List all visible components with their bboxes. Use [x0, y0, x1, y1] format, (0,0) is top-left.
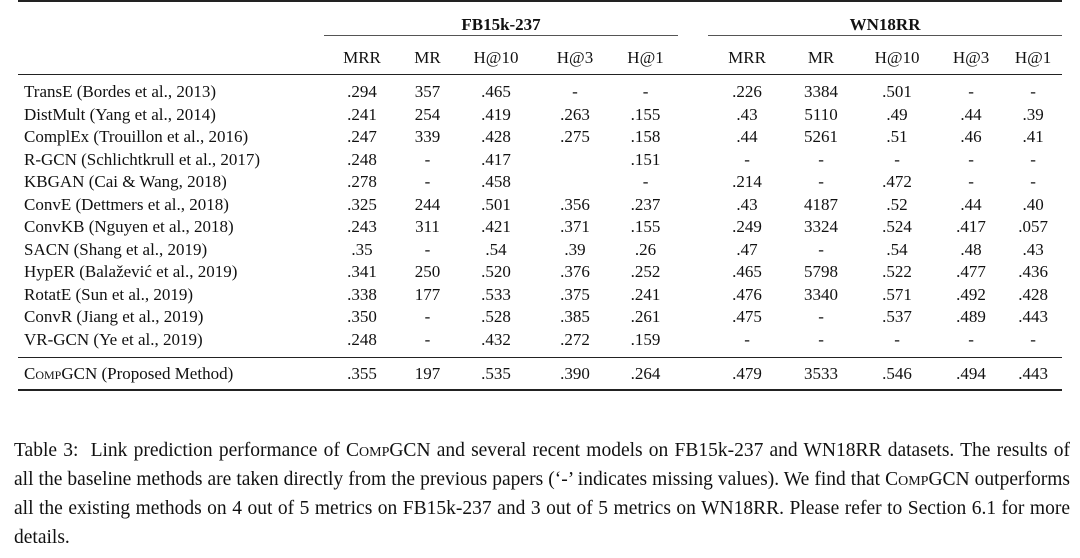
group-header-fb15k237 — [324, 1, 678, 42]
gap-cell — [678, 126, 708, 149]
gap-cell — [678, 216, 708, 239]
gap-cell — [678, 261, 708, 284]
table-row — [18, 284, 1062, 307]
value-cell: - — [424, 329, 431, 349]
value-cell: .489 — [956, 307, 986, 327]
value-cell: 244 — [414, 194, 441, 214]
metric-header-fb-hat10: H@10 — [473, 48, 519, 67]
value-cell: .275 — [560, 127, 590, 147]
value-cell: .43 — [1022, 239, 1044, 259]
value-cell: .278 — [347, 172, 377, 192]
value-cell: - — [1030, 172, 1036, 192]
value-cell: .356 — [560, 194, 590, 214]
value-cell: .249 — [732, 217, 762, 237]
value-cell: .155 — [630, 217, 661, 237]
caption-text-2: and several recent models on FB15k-237 and WN18RR datasets. The results of all the baseline methods are taken directly from the previous papers (‘-’ indicates missing values). We find that — [14, 440, 1070, 490]
gap-cell — [678, 1, 708, 42]
value-cell: .151 — [630, 149, 661, 169]
value-cell: .44 — [960, 104, 982, 124]
value-cell: .248 — [347, 149, 377, 169]
table-row — [18, 261, 1062, 284]
table-row — [18, 126, 1062, 149]
value-cell: .43 — [736, 194, 758, 214]
group-header-wn18rr — [708, 1, 1062, 42]
value-cell: .341 — [347, 262, 377, 282]
table-row — [18, 239, 1062, 262]
metric-header-wn-hat10: H@10 — [874, 48, 920, 67]
proposed-value-cell: .355 — [324, 358, 400, 391]
gap-cell — [678, 284, 708, 307]
model-name-cell: ConvE (Dettmers et al., 2018) — [24, 194, 229, 214]
value-cell: .243 — [347, 217, 377, 237]
value-cell: 3324 — [804, 217, 839, 237]
value-cell: 311 — [415, 217, 440, 237]
table-row — [18, 149, 1062, 172]
gap-cell — [678, 358, 708, 391]
model-name-cell: RotatE (Sun et al., 2019) — [24, 284, 194, 304]
caption-model-name-2: CompGCN — [885, 469, 970, 490]
value-cell: 5798 — [804, 262, 839, 282]
value-cell: - — [968, 82, 974, 102]
metric-header-fb-hat1: H@1 — [627, 48, 664, 67]
gap-cell — [678, 149, 708, 172]
model-name-cell: KBGAN (Cai & Wang, 2018) — [24, 172, 227, 192]
value-cell: - — [642, 82, 649, 102]
value-cell: .501 — [882, 82, 912, 102]
value-cell: .492 — [956, 284, 986, 304]
value-cell: 357 — [414, 82, 441, 102]
value-cell: .26 — [634, 239, 657, 259]
value-cell: .214 — [732, 172, 762, 192]
caption-text-3: outperforms all the existing methods on 4 out of 5 metrics on FB15k-237 and 3 out of 5 metrics on WN18RR. Please refer to Section 6.1 for more details. — [14, 469, 1070, 548]
value-cell: .458 — [481, 172, 511, 192]
proposed-value-cell: 197 — [400, 358, 455, 391]
model-name-cell: HypER (Balažević et al., 2019) — [24, 262, 238, 282]
value-cell: .39 — [1022, 104, 1044, 124]
value-cell: .248 — [347, 329, 377, 349]
gap-cell — [678, 75, 708, 104]
table-row — [18, 329, 1062, 358]
value-cell: .465 — [732, 262, 762, 282]
value-cell: - — [894, 329, 900, 349]
value-cell: .571 — [882, 284, 912, 304]
corner-cell — [18, 1, 324, 42]
metric-header-fb-mr: MR — [414, 48, 441, 67]
value-cell: .159 — [630, 329, 661, 349]
value-cell: - — [1030, 149, 1036, 169]
model-name-cell: ConvKB (Nguyen et al., 2018) — [24, 217, 234, 237]
value-cell: .54 — [485, 239, 507, 259]
value-cell: .436 — [1018, 262, 1048, 282]
value-cell: - — [818, 307, 824, 327]
value-cell: - — [744, 149, 750, 169]
metric-header-wn-mr: MR — [807, 48, 835, 67]
value-cell: .48 — [960, 239, 982, 259]
value-cell: - — [968, 172, 974, 192]
metric-header-wn-hat1: H@1 — [1014, 48, 1052, 67]
table-body — [18, 75, 1062, 391]
metric-header-wn-hat3: H@3 — [952, 48, 990, 67]
value-cell: .272 — [560, 329, 590, 349]
table-row — [18, 306, 1062, 329]
value-cell: .46 — [960, 127, 982, 147]
value-cell: .428 — [481, 127, 511, 147]
value-cell: - — [1030, 82, 1036, 102]
value-cell: - — [424, 307, 431, 327]
proposed-value-cell: .479 — [708, 358, 786, 391]
caption-label: Table 3: — [14, 440, 79, 461]
value-cell: .057 — [1018, 217, 1048, 237]
value-cell: .338 — [347, 284, 377, 304]
value-cell: .158 — [630, 127, 661, 147]
value-cell: .241 — [347, 104, 377, 124]
proposed-value-cell: .535 — [455, 358, 537, 391]
value-cell: .476 — [732, 284, 762, 304]
metric-corner-cell — [18, 42, 324, 75]
value-cell: .524 — [882, 217, 912, 237]
value-cell: 3340 — [804, 284, 839, 304]
value-cell: - — [424, 172, 431, 192]
value-cell: 4187 — [804, 194, 839, 214]
value-cell: .40 — [1022, 194, 1044, 214]
value-cell: .41 — [1022, 127, 1044, 147]
value-cell: - — [642, 172, 649, 192]
value-cell: .54 — [886, 239, 908, 259]
value-cell: .522 — [882, 262, 912, 282]
value-cell: 5261 — [804, 127, 839, 147]
value-cell: - — [424, 149, 431, 169]
proposed-value-cell: .443 — [1004, 358, 1062, 391]
value-cell: .533 — [481, 284, 511, 304]
metric-header-fb-hat3: H@3 — [556, 48, 594, 67]
value-cell: - — [744, 329, 750, 349]
group-label-fb15k237: FB15k-237 — [324, 15, 678, 36]
value-cell: .376 — [560, 262, 590, 282]
value-cell: .432 — [481, 329, 511, 349]
proposed-value-cell: .264 — [613, 358, 678, 391]
value-cell: .39 — [564, 239, 586, 259]
value-cell: .475 — [732, 307, 762, 327]
caption-model-name-1: CompGCN — [346, 440, 431, 461]
value-cell: .226 — [732, 82, 762, 102]
gap-cell — [678, 306, 708, 329]
value-cell: .52 — [886, 194, 908, 214]
value-cell: 177 — [414, 284, 441, 304]
value-cell: .325 — [347, 194, 377, 214]
value-cell: - — [968, 329, 974, 349]
metric-header-row — [18, 42, 1062, 75]
value-cell: .51 — [886, 127, 908, 147]
results-table — [18, 0, 1062, 391]
model-name-cell: DistMult (Yang et al., 2014) — [24, 104, 216, 124]
value-cell: .472 — [882, 172, 912, 192]
proposed-model-suffix: (Proposed Method) — [97, 363, 234, 383]
proposed-value-cell: .390 — [537, 358, 613, 391]
value-cell: - — [968, 149, 974, 169]
value-cell: .375 — [560, 284, 590, 304]
gap-cell — [678, 239, 708, 262]
model-name-cell: R-GCN (Schlichtkrull et al., 2017) — [24, 149, 261, 169]
table-row — [18, 104, 1062, 127]
value-cell: 5110 — [804, 104, 838, 124]
value-cell: .385 — [560, 307, 590, 327]
model-name-cell: TransE (Bordes et al., 2013) — [24, 82, 217, 102]
value-cell: 339 — [414, 127, 441, 147]
table-caption — [14, 436, 1070, 552]
value-cell: - — [818, 329, 824, 349]
value-cell: .528 — [481, 307, 511, 327]
value-cell: 3384 — [804, 82, 839, 102]
value-cell: .520 — [481, 262, 511, 282]
value-cell: .350 — [347, 307, 377, 327]
value-cell: - — [424, 239, 431, 259]
table-row — [18, 194, 1062, 217]
value-cell: .428 — [1018, 284, 1048, 304]
value-cell: .465 — [481, 82, 511, 102]
caption-text-1: Link prediction performance of — [90, 440, 346, 461]
value-cell: .421 — [481, 217, 511, 237]
value-cell: .155 — [630, 104, 661, 124]
model-name-cell: VR-GCN (Ye et al., 2019) — [24, 329, 203, 349]
value-cell: 254 — [414, 104, 441, 124]
value-cell: .371 — [560, 217, 590, 237]
value-cell: .477 — [956, 262, 986, 282]
value-cell: .47 — [736, 239, 758, 259]
metric-header-fb-mrr: MRR — [343, 48, 381, 67]
value-cell: .49 — [886, 104, 908, 124]
value-cell: .263 — [560, 104, 590, 124]
proposed-value-cell: .494 — [938, 358, 1004, 391]
value-cell: 250 — [414, 262, 441, 282]
value-cell: - — [894, 149, 900, 169]
table-row — [18, 75, 1062, 104]
value-cell: .241 — [630, 284, 661, 304]
proposed-value-cell: .546 — [856, 358, 938, 391]
value-cell: - — [1030, 329, 1036, 349]
value-cell: .501 — [481, 194, 511, 214]
value-cell: .443 — [1018, 307, 1048, 327]
gap-cell — [678, 104, 708, 127]
value-cell: .252 — [630, 262, 661, 282]
value-cell: .237 — [630, 194, 661, 214]
value-cell: .44 — [736, 127, 758, 147]
gap-cell — [678, 329, 708, 358]
value-cell: - — [818, 239, 824, 259]
value-cell: .261 — [630, 307, 661, 327]
metric-gap-cell — [678, 42, 708, 75]
gap-cell — [678, 171, 708, 194]
value-cell: .44 — [960, 194, 982, 214]
model-name-cell: ComplEx (Trouillon et al., 2016) — [24, 127, 249, 147]
value-cell: .35 — [351, 239, 373, 259]
group-label-wn18rr: WN18RR — [708, 15, 1062, 36]
value-cell: .417 — [956, 217, 986, 237]
proposed-value-cell: 3533 — [786, 358, 856, 391]
model-name-cell: SACN (Shang et al., 2019) — [24, 239, 208, 259]
value-cell: .247 — [347, 127, 377, 147]
metric-header-wn-mrr: MRR — [728, 48, 766, 67]
value-cell — [537, 149, 613, 172]
gap-cell — [678, 194, 708, 217]
table-row — [18, 216, 1062, 239]
proposed-model-name: CompGCN — [24, 363, 98, 383]
value-cell: .43 — [736, 104, 758, 124]
value-cell: - — [572, 82, 578, 102]
proposed-method-row — [18, 358, 1062, 391]
value-cell: - — [818, 149, 824, 169]
value-cell: .419 — [481, 104, 511, 124]
table-row — [18, 171, 1062, 194]
value-cell — [537, 171, 613, 194]
value-cell: - — [818, 172, 824, 192]
proposed-model-name-cell — [18, 358, 324, 391]
model-name-cell: ConvR (Jiang et al., 2019) — [24, 307, 204, 327]
value-cell: .294 — [347, 82, 377, 102]
value-cell: .417 — [481, 149, 511, 169]
value-cell: .537 — [882, 307, 912, 327]
